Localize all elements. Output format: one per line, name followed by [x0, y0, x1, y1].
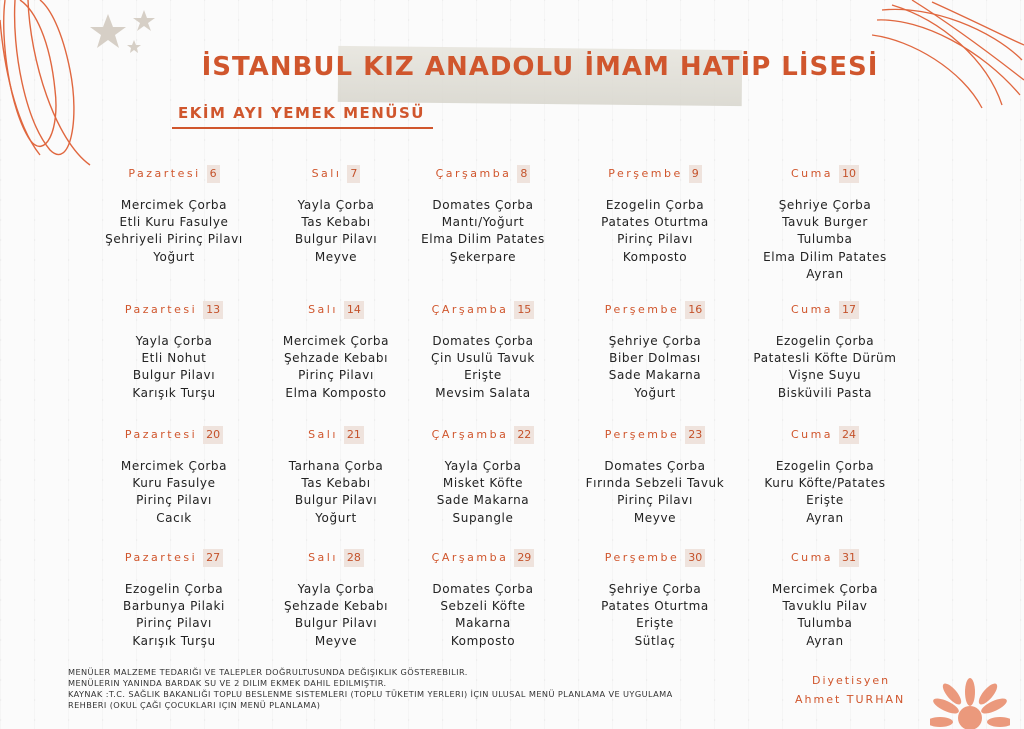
menu-item: Bulgur Pilavı — [132, 368, 216, 383]
menu-item: Bulgur Pilavı — [294, 616, 378, 631]
menu-item: Şehzade Kebabı — [283, 599, 389, 614]
menu-item: Domates Çorba — [432, 582, 534, 596]
menu-item: Tulumba — [797, 232, 853, 247]
day-header — [730, 426, 920, 444]
day-name: Pazartesi — [128, 167, 201, 180]
day-cell — [730, 165, 920, 283]
menu-item: Mercimek Çorba — [282, 334, 390, 348]
menu-item: Yoğurt — [153, 249, 195, 264]
dietitian-title: Diyetisyen — [812, 674, 891, 687]
menu-item: Pirinç Pilavı — [617, 493, 693, 508]
day-cell — [730, 426, 920, 527]
menu-item: Karışık Turşu — [132, 633, 216, 648]
day-name: Perşembe — [604, 551, 680, 564]
menu-item: Mevsim Salata — [435, 385, 531, 400]
menu-item: Yayla Çorba — [297, 198, 375, 212]
day-date: 24 — [839, 426, 859, 444]
menu-item: Tulumba — [797, 616, 853, 631]
menu-item: Bulgur Pilavı — [294, 232, 378, 247]
day-cell — [388, 165, 578, 266]
day-date: 15 — [514, 301, 534, 319]
menu-item: Erişte — [636, 616, 674, 631]
day-cell — [388, 549, 578, 650]
day-name: Perşembe — [604, 303, 680, 316]
day-header — [560, 549, 750, 567]
menu-item: Etli Nohut — [141, 351, 207, 366]
menu-item: Tavuklu Pilav — [782, 599, 868, 614]
menu-item: Şehriye Çorba — [778, 198, 872, 212]
day-header — [730, 549, 920, 567]
day-date: 7 — [347, 165, 360, 183]
menu-item: Sade Makarna — [608, 368, 702, 383]
menu-item: Bulgur Pilavı — [294, 493, 378, 508]
menu-item: Kuru Fasulye — [132, 476, 216, 491]
day-cell — [730, 549, 920, 650]
day-cell — [388, 301, 578, 402]
menu-item: Mercimek Çorba — [120, 198, 228, 212]
menu-item: Sütlaç — [634, 633, 676, 648]
day-date: 6 — [207, 165, 220, 183]
menu-item: Elma Dilim Patates — [763, 249, 887, 264]
menu-item: Komposto — [450, 633, 516, 648]
menu-item: Pirinç Pilavı — [298, 368, 374, 383]
menu-item: Pirinç Pilavı — [136, 616, 212, 631]
menu-item: Tas Kebabı — [301, 476, 371, 491]
menu-item: Meyve — [314, 633, 358, 648]
menu-item: Ezogelin Çorba — [605, 198, 705, 212]
footer-line: MENÜLERIN YANINDA BARDAK SU VE 2 DILIM EKMEK DAHIL EDILMIŞTIR. — [68, 678, 387, 688]
menu-item: Şehzade Kebabı — [283, 351, 389, 366]
day-name: Perşembe — [604, 428, 680, 441]
menu-item: Makarna — [455, 616, 511, 631]
menu-item: Yayla Çorba — [135, 334, 213, 348]
menu-item: Meyve — [633, 510, 677, 525]
day-date: 28 — [344, 549, 364, 567]
day-date: 16 — [685, 301, 705, 319]
day-date: 10 — [839, 165, 859, 183]
menu-item: Domates Çorba — [604, 459, 706, 473]
day-date: 30 — [685, 549, 705, 567]
menu-item: Komposto — [622, 249, 688, 264]
day-name: Çarşamba — [435, 167, 512, 180]
menu-item: Bisküvili Pasta — [777, 385, 873, 400]
day-cell — [730, 301, 920, 402]
day-name: Pazartesi — [124, 428, 198, 441]
menu-item: Yayla Çorba — [297, 582, 375, 596]
footer-notes — [68, 667, 748, 711]
footer-line: KAYNAK :T.C. SAĞLIK BAKANLIĞI TOPLU BESLENME SISTEMLERI (TOPLU TÜKETIM YERLERI) İÇIN ULUSAL MENÜ PLANLAMA VE UYGULAMA — [68, 689, 673, 699]
menu-item: Ezogelin Çorba — [124, 582, 224, 596]
menu-item: Yayla Çorba — [444, 459, 522, 473]
day-name: Pazartesi — [124, 303, 198, 316]
day-name: Cuma — [790, 428, 834, 441]
day-name: Perşembe — [608, 167, 683, 180]
menu-item: Sebzeli Köfte — [440, 599, 526, 614]
menu-item: Elma Dilim Patates — [421, 232, 545, 247]
menu-item: Domates Çorba — [432, 198, 534, 212]
day-header — [388, 165, 578, 183]
day-cell — [560, 426, 750, 527]
day-header — [560, 165, 750, 183]
menu-item: Ezogelin Çorba — [775, 459, 875, 473]
menu-title: EKİM AYI YEMEK MENÜSÜ — [178, 104, 425, 122]
menu-item: Şehriye Çorba — [608, 334, 702, 348]
day-cell — [560, 549, 750, 650]
day-name: ÇArşamba — [431, 428, 509, 441]
day-name: Cuma — [790, 167, 834, 180]
menu-item: Sade Makarna — [436, 493, 530, 508]
menu-item: Biber Dolması — [609, 351, 701, 366]
day-name: Salı — [311, 167, 342, 180]
menu-item: Ayran — [806, 510, 844, 525]
menu-item: Patates Oturtma — [601, 599, 709, 614]
day-date: 23 — [685, 426, 705, 444]
menu-item: Misket Köfte — [442, 476, 524, 491]
menu-item: Patatesli Köfte Dürüm — [753, 351, 897, 366]
menu-item: Supangle — [452, 510, 514, 525]
menu-item: Fırında Sebzeli Tavuk — [585, 476, 725, 491]
day-date: 20 — [203, 426, 223, 444]
day-date: 9 — [689, 165, 702, 183]
day-date: 8 — [517, 165, 530, 183]
menu-item: Şehriye Çorba — [608, 582, 702, 596]
dietitian-name: Ahmet TURHAN — [795, 693, 906, 706]
day-name: Salı — [308, 428, 338, 441]
day-cell — [560, 301, 750, 402]
menu-item: Barbunya Pilaki — [123, 599, 225, 614]
day-date: 17 — [839, 301, 859, 319]
day-name: Pazartesi — [124, 551, 198, 564]
day-header — [388, 301, 578, 319]
day-date: 31 — [839, 549, 859, 567]
menu-item: Cacık — [156, 510, 192, 525]
menu-item: Ayran — [806, 266, 844, 281]
day-name: Cuma — [790, 303, 834, 316]
menu-item: Şehriyeli Pirinç Pilavı — [105, 232, 243, 247]
menu-title-underline — [172, 127, 433, 129]
menu-item: Domates Çorba — [432, 334, 534, 348]
menu-item: Erişte — [806, 493, 844, 508]
menu-item: Meyve — [314, 249, 358, 264]
day-name: Cuma — [790, 551, 834, 564]
day-date: 27 — [203, 549, 223, 567]
day-date: 14 — [344, 301, 364, 319]
day-name: Salı — [308, 551, 338, 564]
menu-item: Tarhana Çorba — [288, 459, 384, 473]
menu-item: Etli Kuru Fasulye — [119, 215, 229, 230]
day-date: 13 — [203, 301, 223, 319]
menu-item: Tavuk Burger — [782, 215, 868, 230]
day-header — [388, 426, 578, 444]
menu-item: Kuru Köfte/Patates — [764, 476, 886, 491]
menu-item: Mercimek Çorba — [120, 459, 228, 473]
day-header — [730, 165, 920, 183]
menu-item: Mercimek Çorba — [771, 582, 879, 596]
menu-item: Yoğurt — [315, 510, 357, 525]
day-name: ÇArşamba — [431, 303, 509, 316]
menu-item: Pirinç Pilavı — [136, 493, 212, 508]
day-header — [560, 301, 750, 319]
menu-item: Ezogelin Çorba — [775, 334, 875, 348]
day-cell — [560, 165, 750, 266]
day-date: 29 — [514, 549, 534, 567]
menu-item: Çin Usulü Tavuk — [431, 351, 535, 366]
day-header — [388, 549, 578, 567]
menu-item: Şekerpare — [449, 249, 517, 264]
flower-decoration — [930, 678, 1010, 729]
day-date: 21 — [344, 426, 364, 444]
menu-item: Pirinç Pilavı — [617, 232, 693, 247]
menu-item: Vişne Suyu — [788, 368, 862, 383]
day-name: ÇArşamba — [431, 551, 509, 564]
day-header — [560, 426, 750, 444]
menu-item: Ayran — [806, 633, 844, 648]
day-cell — [388, 426, 578, 527]
day-header — [730, 301, 920, 319]
school-title: İSTANBUL KIZ ANADOLU İMAM HATİP LİSESİ — [201, 52, 879, 82]
menu-item: Tas Kebabı — [301, 215, 371, 230]
day-date: 22 — [514, 426, 534, 444]
menu-item: Patates Oturtma — [601, 215, 709, 230]
footer-line: MENÜLER MALZEME TEDARIĞI VE TALEPLER DOĞRULTUSUNDA DEĞIŞIKLIK GÖSTEREBILIR. — [68, 667, 468, 677]
menu-item: Yoğurt — [634, 385, 676, 400]
footer-line: REHBERI (OKUL ÇAĞI ÇOCUKLARI IÇIN MENÜ PLANLAMA) — [68, 700, 321, 710]
menu-item: Karışık Turşu — [132, 385, 216, 400]
menu-item: Elma Komposto — [285, 385, 387, 400]
menu-item: Mantı/Yoğurt — [441, 215, 525, 230]
menu-item: Erişte — [464, 368, 502, 383]
day-name: Salı — [308, 303, 338, 316]
